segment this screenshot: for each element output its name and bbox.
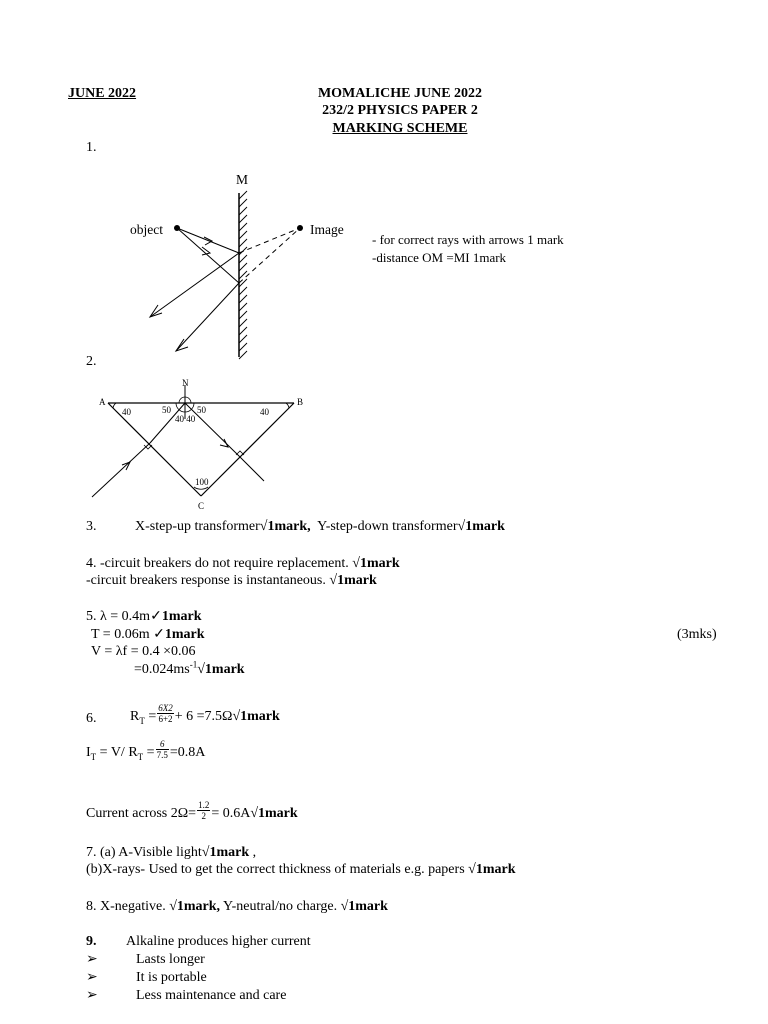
q9-text: Alkaline produces higher current: [126, 934, 311, 949]
header-date: JUNE 2022: [68, 86, 137, 101]
q4-line1-text: 4. -circuit breakers do not require replacement. √: [86, 556, 360, 571]
q2-angle-50-right: 50: [197, 405, 206, 415]
header-title: MOMALICHE JUNE 2022: [317, 86, 483, 101]
q1-mirror-diagram: [120, 165, 360, 365]
q2-angle-b: 40: [260, 407, 269, 417]
q6-cur-mark: 1mark: [258, 806, 298, 821]
q5-line2: [91, 626, 205, 643]
q6-it-sub2: T: [137, 751, 144, 762]
q9-item-1: [86, 951, 205, 968]
q8-text2: Y-neutral/no charge. √: [220, 899, 349, 914]
header-paper: 232/2 PHYSICS PAPER 2: [322, 103, 478, 118]
q5-line1: [86, 608, 201, 625]
q8-line: [86, 898, 388, 915]
q8-mark2: 1mark: [348, 899, 388, 914]
q9-item-3-text: Less maintenance and care: [136, 988, 287, 1003]
q6-rt-eq: =: [144, 709, 157, 724]
q3-y-mark: 1mark: [465, 519, 505, 534]
q3-number: 3.: [86, 519, 97, 534]
q2-angle-40-40: 40 40: [175, 414, 196, 424]
q5-line4-pre: =0.024ms: [134, 662, 190, 677]
q5-line4-sup: -1: [189, 659, 198, 670]
q6-number: 6.: [86, 711, 97, 726]
q7-line1-text: 7. (a) A-Visible light√: [86, 845, 210, 860]
q6-it-eq: =: [143, 745, 155, 760]
q3-x-mark: 1mark,: [267, 519, 311, 534]
q5-line1-text: 5. λ = 0.4m✓: [86, 609, 162, 624]
q8-mark1: 1mark,: [176, 899, 221, 914]
q4-line2: [86, 572, 377, 589]
q5-marks: (3mks): [677, 627, 717, 642]
q6-cur-pre: Current across 2Ω=: [86, 806, 197, 821]
q6-cur-post: = 0.6A√: [211, 806, 259, 821]
q1-label-image: Image: [310, 222, 344, 237]
q7-line1-post: ,: [249, 845, 257, 860]
q6-frac1-num: 6X2: [158, 703, 173, 713]
q2-label-b: B: [297, 397, 304, 407]
q7-line2-text: (b)X-rays- Used to get the correct thickness of materials e.g. papers √: [86, 862, 476, 877]
q2-angle-a: 40: [122, 407, 131, 417]
q1-number: 1.: [86, 140, 97, 155]
q4-line2-text: -circuit breakers response is instantaneous. √: [86, 573, 338, 588]
q6-frac2-den: 7.5: [156, 750, 168, 760]
q9-item-2-text: It is portable: [136, 970, 207, 985]
q4-line2-mark: 1mark: [337, 573, 377, 588]
q2-label-c: C: [198, 501, 205, 511]
q6-it: [86, 739, 205, 760]
q8-text1: 8. X-negative. √: [86, 899, 177, 914]
arrow-bullet-icon: ➢: [86, 988, 98, 1003]
q6-it-post: =0.8A: [169, 745, 206, 760]
q4-line1: [86, 555, 400, 572]
q7-line2-mark: 1mark: [475, 862, 516, 877]
arrow-bullet-icon: ➢: [86, 952, 98, 967]
q5-line3: V = λf = 0.4 ×0.06: [91, 644, 196, 659]
q6-frac2: [156, 739, 169, 760]
q7-line1-mark: 1mark: [209, 845, 250, 860]
q9-item-2: [86, 969, 207, 986]
q6-it-sub: T: [90, 751, 97, 762]
q9-item-1-text: Lasts longer: [136, 952, 205, 967]
q5-line2-text: T = 0.06m ✓: [91, 627, 165, 642]
arrow-bullet-icon: ➢: [86, 970, 98, 985]
q5-line2-mark: 1mark: [164, 627, 205, 642]
q2-label-a: A: [99, 397, 106, 407]
q6-it-pre: I: [86, 745, 91, 760]
q4-line1-mark: 1mark: [359, 556, 400, 571]
q5-line1-mark: 1mark: [161, 609, 202, 624]
q6-frac1-den: 6+2: [158, 714, 173, 724]
q6-rt-pre: R: [130, 709, 140, 724]
q6-frac3: [197, 800, 210, 821]
q1-note-rays: - for correct rays with arrows 1 mark: [372, 232, 564, 247]
q9-item-3: [86, 987, 286, 1004]
q5-line4: [134, 661, 245, 678]
header-scheme: MARKING SCHEME: [332, 121, 468, 136]
q6-frac3-num: 1.2: [198, 800, 210, 810]
q1-label-m: M: [236, 172, 249, 187]
q7-line2: [86, 861, 516, 878]
q6-rt: [130, 696, 280, 724]
q2-number: 2.: [86, 354, 97, 369]
q6-frac2-num: 6: [156, 739, 169, 750]
q6-current: [86, 800, 298, 821]
q7-line1: [86, 844, 256, 861]
q2-label-n: N: [182, 378, 189, 388]
q3-x-text: X-step-up transformer√: [135, 519, 268, 534]
q6-rt-sub: T: [139, 715, 145, 726]
q3-answer: [135, 518, 505, 535]
q1-note-distance: -distance OM =MI 1mark: [372, 250, 507, 265]
q6-frac1: [157, 703, 174, 724]
q2-angle-c: 100: [195, 477, 209, 487]
q1-label-object: object: [130, 222, 163, 237]
q6-rt-post: + 6 =7.5Ω√: [174, 709, 241, 724]
q6-frac3-den: 2: [201, 811, 206, 821]
q9-number: 9.: [86, 934, 97, 949]
q2-angle-50-left: 50: [162, 405, 171, 415]
q3-y-text: Y-step-down transformer√: [317, 519, 466, 534]
q6-rt-mark: 1mark: [240, 709, 280, 724]
q5-line4-mark: 1mark: [204, 662, 245, 677]
q6-it-mid: = V/ R: [96, 745, 138, 760]
q5-line4-post: √: [197, 662, 205, 677]
